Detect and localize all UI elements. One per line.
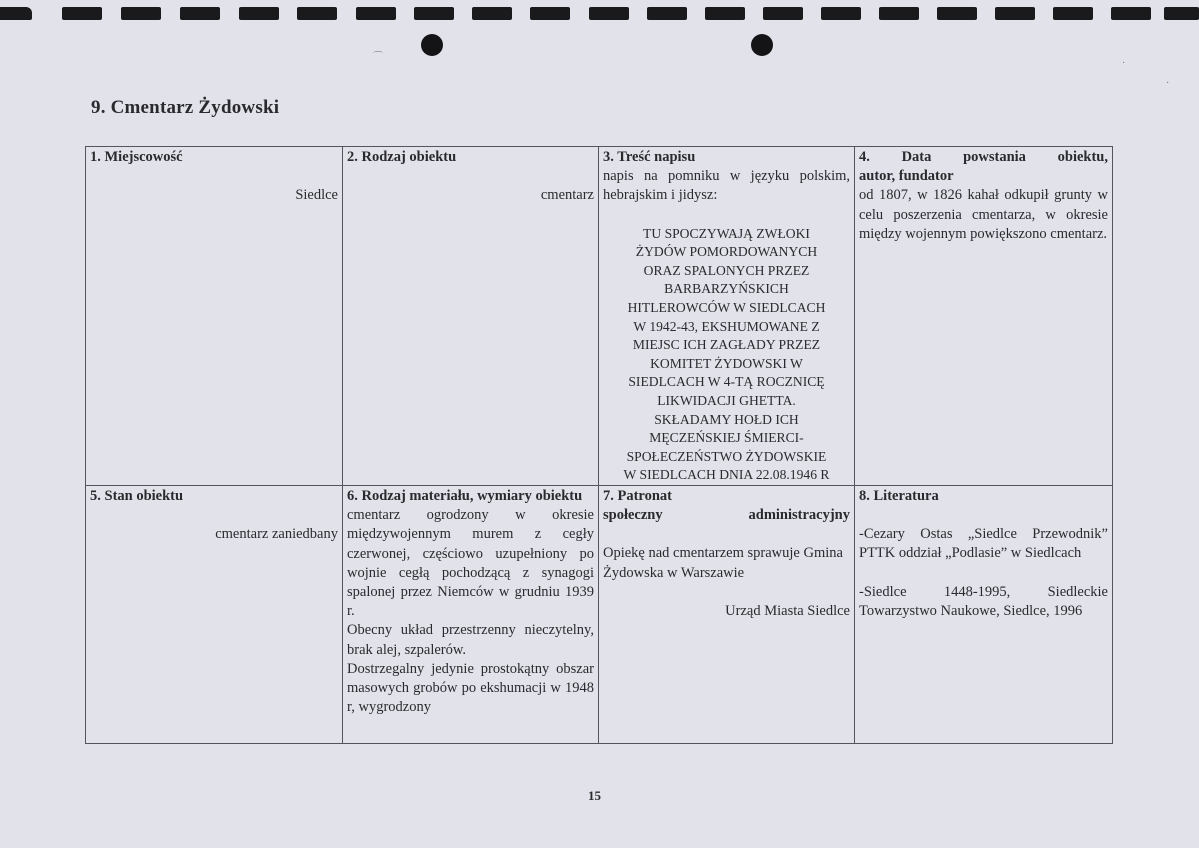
cell-material <box>343 485 599 743</box>
literature-item: -Siedlce 1448-1995, Siedleckie Towarzystwo Naukowe, Siedlce, 1996 <box>859 583 1108 619</box>
cell-date-author <box>855 147 1113 486</box>
binding-hole <box>297 7 337 20</box>
punch-hole <box>421 34 443 56</box>
inscription-line: SKŁADAMY HOŁD ICH <box>654 411 799 427</box>
inscription-line: TU SPOCZYWAJĄ ZWŁOKI <box>643 225 810 241</box>
binding-hole <box>589 7 629 20</box>
literature-item: -Cezary Ostas „Siedlce Przewodnik” PTTK oddział „Podlasie” w Siedlcach <box>859 526 1108 562</box>
binding-hole <box>180 7 220 20</box>
cell-inscription <box>599 147 855 486</box>
table-row <box>86 147 1113 486</box>
inscription-line: SPOŁECZEŃSTWO ŻYDOWSKIE <box>626 448 827 464</box>
binding-hole <box>356 7 396 20</box>
material-paragraph: cmentarz ogrodzony w okresie międzywojennym murem z cegły czerwonej, częściowo uzupełniony po wojnie cegłą pochodzącą z synagogi spalonej przez Niemców w grudniu 1939 r. <box>347 507 594 620</box>
page-number: 15 <box>588 788 601 803</box>
cell-header: 1. Miejscowość <box>90 149 183 165</box>
binding-hole <box>647 7 687 20</box>
cell-header: 8. Literatura <box>859 487 939 504</box>
binding-hole <box>1164 7 1199 20</box>
inscription-line: ORAZ SPALONYCH PRZEZ <box>643 262 810 278</box>
binding-hole <box>1111 7 1151 20</box>
cell-header: 5. Stan obiektu <box>90 487 184 504</box>
scan-speck: · <box>1122 58 1126 69</box>
binding-strip <box>0 0 1199 28</box>
cell-header-continued: autor, fundator <box>859 168 954 185</box>
inscription-line: W 1942-43, EKSHUMOWANE Z <box>633 318 820 334</box>
binding-hole <box>62 7 102 20</box>
inscription-line: ŻYDÓW POMORDOWANYCH <box>635 244 818 260</box>
binding-hole <box>937 7 977 20</box>
object-type-value: cmentarz <box>540 187 594 204</box>
binding-hole <box>1053 7 1093 20</box>
material-paragraph: Obecny układ przestrzenny nieczytelny, brak alej, szpalerów. <box>347 622 594 658</box>
cell-condition <box>86 485 343 743</box>
cell-literature <box>855 485 1113 743</box>
binding-hole <box>121 7 161 20</box>
inscription-line: LIKWIDACJI GHETTA. <box>657 392 796 408</box>
cell-header: 3. Treść napisu <box>603 149 696 165</box>
cell-patronage <box>599 485 855 743</box>
inscription-line: KOMITET ŻYDOWSKI W <box>650 355 803 371</box>
cell-locality <box>86 147 343 486</box>
page-title: 9. Cmentarz Żydowski <box>91 97 280 118</box>
binding-hole <box>414 7 454 20</box>
cell-header: 4. Data powstania obiektu, <box>859 149 1108 165</box>
date-author-value: od 1807, w 1826 kahał odkupił grunty w celu poszerzenia cmentarza, w okresie między wojennym powiększono cmentarz. <box>859 187 1108 242</box>
inscription-line: MIEJSC ICH ZAGŁADY PRZEZ <box>632 337 821 353</box>
inscription-line: HITLEROWCÓW W SIEDLCACH <box>627 299 826 315</box>
binding-hole <box>995 7 1035 20</box>
cell-header: 2. Rodzaj obiektu <box>347 149 457 165</box>
material-paragraph: Dostrzegalny jedynie prostokątny obszar masowych grobów po ekshumacji w 1948 r, wygrodzony <box>347 660 594 716</box>
binding-hole <box>472 7 512 20</box>
binding-hole <box>239 7 279 20</box>
punch-hole <box>751 34 773 56</box>
binding-hole <box>879 7 919 20</box>
cell-header: 6. Rodzaj materiału, wymiary obiektu <box>347 487 583 504</box>
administrative-patronage-value: Urząd Miasta Siedlce <box>725 602 850 619</box>
binding-hole <box>763 7 803 20</box>
inscription-text <box>603 225 850 485</box>
binding-hole <box>0 7 32 20</box>
social-patronage-value: Opiekę nad cmentarzem sprawuje Gmina Żydowska w Warszawie <box>603 545 843 581</box>
patronage-subheaders <box>603 506 850 525</box>
cell-object-type <box>343 147 599 486</box>
scan-speck: · <box>1166 78 1170 89</box>
binding-hole <box>705 7 745 20</box>
monument-record-table <box>85 146 1113 744</box>
condition-value: cmentarz zaniedbany <box>215 526 338 543</box>
scan-speck: ⌒ <box>373 52 383 63</box>
inscription-line: SIEDLCACH W 4-TĄ ROCZNICĘ <box>628 374 825 390</box>
table-row <box>86 485 1113 743</box>
inscription-line: MĘCZEŃSKIEJ ŚMIERCI- <box>649 430 804 446</box>
subheader-administrative: administracyjny <box>748 507 850 524</box>
inscription-line: BARBARZYŃSKICH <box>664 281 789 297</box>
cell-header: 7. Patronat <box>603 487 673 504</box>
inscription-line: W SIEDLCACH DNIA 22.08.1946 R <box>623 467 830 483</box>
binding-hole <box>530 7 570 20</box>
subheader-social: społeczny <box>603 507 663 524</box>
locality-value: Siedlce <box>295 187 338 204</box>
binding-hole <box>821 7 861 20</box>
inscription-intro: napis na pomniku w języku polskim, hebrajskim i jidysz: <box>603 168 850 204</box>
